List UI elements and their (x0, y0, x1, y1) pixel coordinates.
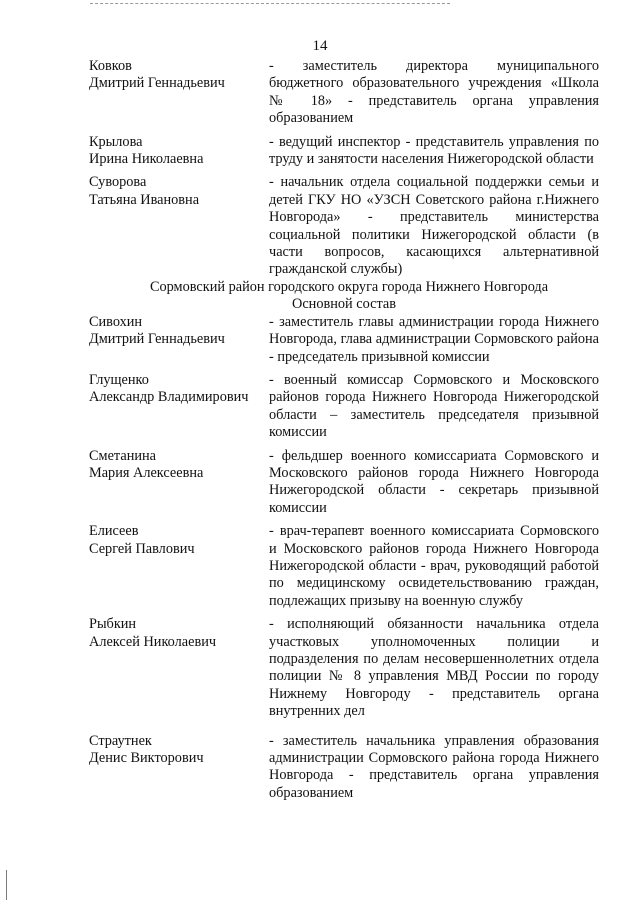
member-role: - заместитель начальника управления образования администрации Сормовского района города Нижнего Новгорода - представитель органа управления образованием (269, 732, 599, 801)
member-name (89, 134, 269, 169)
member-entry (89, 58, 599, 128)
scan-edge-line (90, 3, 450, 4)
member-name (89, 174, 269, 278)
member-given-names: Ирина Николаевна (89, 151, 204, 168)
member-surname: Рыбкин (89, 616, 137, 633)
member-surname: Крылова (89, 133, 143, 150)
member-given-names: Дмитрий Геннадьевич (89, 75, 225, 92)
member-name (89, 58, 269, 128)
member-entry (89, 314, 599, 366)
member-name (89, 314, 269, 366)
member-name (89, 616, 269, 720)
member-role: - начальник отдела социальной поддержки семьи и детей ГКУ НО «УЗСН Советского района г.Нижнего Новгорода» - представитель министерства социальной политики Нижегородской области (в части вопросов, касающихся альтернативной гражданской службы) (269, 174, 599, 278)
member-given-names: Сергей Павлович (89, 540, 195, 557)
member-given-names: Татьяна Ивановна (89, 191, 200, 208)
member-name (89, 733, 269, 803)
member-given-names: Алексей Николаевич (89, 633, 217, 650)
member-entry (89, 733, 599, 803)
member-surname: Ковков (89, 58, 132, 74)
member-entry (89, 174, 599, 278)
member-role: - ведущий инспектор - представитель управления по труду и занятости населения Нижегородской области (269, 133, 599, 168)
district-heading: Сормовский район городского округа города Нижнего Новгорода (149, 278, 549, 295)
member-entry (89, 448, 599, 518)
member-entry (89, 372, 599, 442)
member-role: - исполняющий обязанности начальника отдела участковых уполномоченных полиции и подразделения по делам несовершеннолетних отдела полиции № 8 управления МВД России по городу Нижнему Новгороду - представитель органа внутренних дел (269, 616, 599, 720)
member-role: - заместитель главы администрации города Нижнего Новгорода, глава администрации Сормовского района - председатель призывной комиссии (269, 313, 599, 365)
member-name (89, 448, 269, 518)
member-surname: Суворова (89, 174, 147, 191)
document-body (89, 58, 599, 802)
page-number: 14 (312, 38, 328, 54)
member-entry (89, 134, 599, 169)
member-role: - заместитель директора муниципального бюджетного образовательного учреждения «Школа № 18» - представитель органа управления образованием (269, 58, 599, 127)
member-given-names: Мария Алексеевна (89, 464, 204, 481)
member-surname: Елисеев (89, 523, 139, 540)
member-surname: Сивохин (89, 313, 143, 330)
member-role: - фельдшер военного комиссариата Сормовского и Московского районов города Нижнего Новгорода Нижегородской области - секретарь призывной комиссии (269, 447, 599, 516)
composition-subheading: Основной состав (292, 296, 396, 313)
scan-edge-mark (6, 870, 7, 900)
member-given-names: Денис Викторович (89, 750, 204, 767)
member-role: - врач-терапевт военного комиссариата Сормовского и Московского районов города Нижнего Новгорода Нижегородской области - врач, руководящий работой по медицинскому освидетельствованию граждан, подлежащих призыву на военную службу (269, 523, 599, 609)
member-surname: Страутнек (89, 732, 152, 749)
member-entry (89, 523, 599, 610)
member-surname: Сметанина (89, 447, 156, 464)
member-entry (89, 616, 599, 720)
member-surname: Глущенко (89, 371, 149, 388)
member-name (89, 372, 269, 442)
member-role: - военный комиссар Сормовского и Московского районов города Нижнего Новгорода Нижегородской области – заместитель председателя призывной комиссии (269, 371, 599, 441)
member-given-names: Дмитрий Геннадьевич (89, 331, 225, 348)
member-name (89, 523, 269, 610)
member-given-names: Александр Владимирович (89, 389, 249, 406)
